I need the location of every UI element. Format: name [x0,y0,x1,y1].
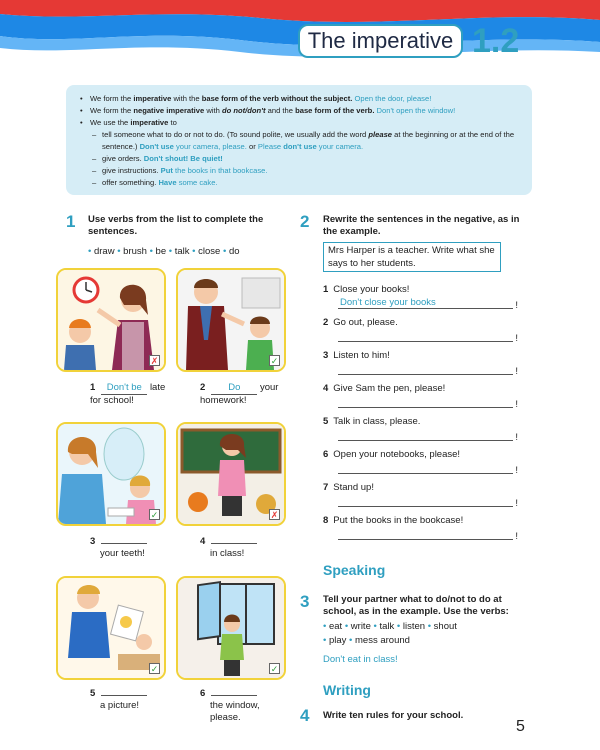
cross-mark-icon: ✗ [270,510,279,520]
picture-1-late-for-school [56,268,166,372]
exercise-2-number: 2 [300,212,310,231]
exercise-2-instruction: Rewrite the sentences in the negative, as in the example. [323,214,520,237]
picture-2-homework [176,268,286,372]
picture-6-close-window [176,576,286,680]
exercise-1-number: 1 [66,212,76,231]
page-title: The imperative [298,24,463,58]
word-item: mess around [355,635,410,646]
unit-number: 1.2 [472,22,520,60]
exercise-3-instruction: Tell your partner what to do/not to do at school, as in the example. Use the verbs: [323,594,509,617]
exercise-3-number: 3 [300,592,310,611]
check-mark-icon: ✓ [150,664,159,674]
check-mark-icon: ✓ [270,664,279,674]
exercise-3-word-list: • eat • write • talk • listen • shout • play • mess around [323,621,457,646]
exercise-1-item-2: 2 Do your homework! [200,382,279,406]
grammar-rule-2: • We form the negative imperative with do not/don't and the base form of the verb. Don't open the window! [80,106,456,115]
word-item: listen [402,621,426,632]
answer-line[interactable]: ! [338,462,513,474]
exercise-1-instruction: Use verbs from the list to complete the sentences. [88,214,264,237]
word-item: write [350,621,371,632]
exercise-2-item-3: 3 Listen to him! [323,350,390,361]
exercise-2-item-1: 1 Close your books! [323,284,410,295]
answer-line[interactable]: ! [338,396,513,408]
answer-line[interactable]: ! [338,429,513,441]
page-number: 5 [516,718,525,735]
exercise-2-item-7: 7 Stand up! [323,482,374,493]
answer-line[interactable]: Don't close your books ! [340,297,518,311]
picture-4-talk-in-class [176,422,286,526]
word-item: brush [123,246,147,257]
picture-5-draw-picture [56,576,166,680]
word-item: shout [433,621,457,632]
exercise-1-item-1: 1 Don't be late for school! [90,382,166,406]
grammar-use-4: – offer something. Have some cake. [92,178,218,187]
answer-line[interactable]: ! [338,330,513,342]
word-item: do [228,246,240,257]
word-item: talk [174,246,190,257]
word-item: eat [328,621,343,632]
exercise-4-number: 4 [300,706,310,725]
grammar-rule-3: • We use the imperative to [80,118,177,127]
word-item: close [198,246,221,257]
cross-mark-icon: ✗ [150,356,159,366]
exercise-1-item-4: 4 in class! [200,536,257,560]
answer-blank[interactable]: Do [211,382,257,395]
exercise-2-item-8: 8 Put the books in the bookcase! [323,515,464,526]
speaking-example: Don't eat in class! [323,654,398,665]
answer-blank[interactable]: Don't be [101,382,147,395]
grammar-rules-box [66,85,532,195]
answer-blank[interactable] [211,543,257,544]
exercise-4-instruction: Write ten rules for your school. [323,710,464,721]
exercise-2-context-box: Mrs Harper is a teacher. Write what she says to her students. [323,242,501,272]
check-mark-icon: ✓ [150,510,159,520]
picture-3-brush-teeth [56,422,166,526]
word-item: be [155,246,167,257]
exercise-2-item-5: 5 Talk in class, please. [323,416,421,427]
exercise-1-word-list: • draw • brush • be • talk • close • do [88,246,240,257]
speaking-heading: Speaking [323,562,386,578]
exercise-2-item-4: 4 Give Sam the pen, please! [323,383,446,394]
check-mark-icon: ✓ [270,356,279,366]
exercise-2-item-2: 2 Go out, please. [323,317,398,328]
answer-blank[interactable] [101,695,147,696]
exercise-1-item-5: 5 a picture! [90,688,147,712]
answer-line[interactable]: ! [338,528,513,540]
grammar-use-1: – tell someone what to do or not to do. (To sound polite, we usually add the word please at the beginning or at the end of the sentence.) Don't use your camera, please. or Please don't use your camera. [92,130,515,151]
grammar-rule-1: • We form the imperative with the base form of the verb without the subject. Open the door, please! [80,94,432,103]
answer-line[interactable]: ! [338,363,513,375]
exercise-1-item-3: 3 your teeth! [90,536,147,560]
exercise-1-item-6: 6 the window, please. [200,688,260,723]
answer-line[interactable]: ! [338,495,513,507]
word-item: draw [93,246,115,257]
word-item: talk [379,621,395,632]
answer-blank[interactable] [101,543,147,544]
grammar-use-3: – give instructions. Put the books in that bookcase. [92,166,268,175]
writing-heading: Writing [323,682,371,698]
answer-blank[interactable] [211,695,257,696]
grammar-use-2: – give orders. Don't shout! Be quiet! [92,154,223,163]
word-item: play [328,635,347,646]
exercise-2-item-6: 6 Open your notebooks, please! [323,449,461,460]
